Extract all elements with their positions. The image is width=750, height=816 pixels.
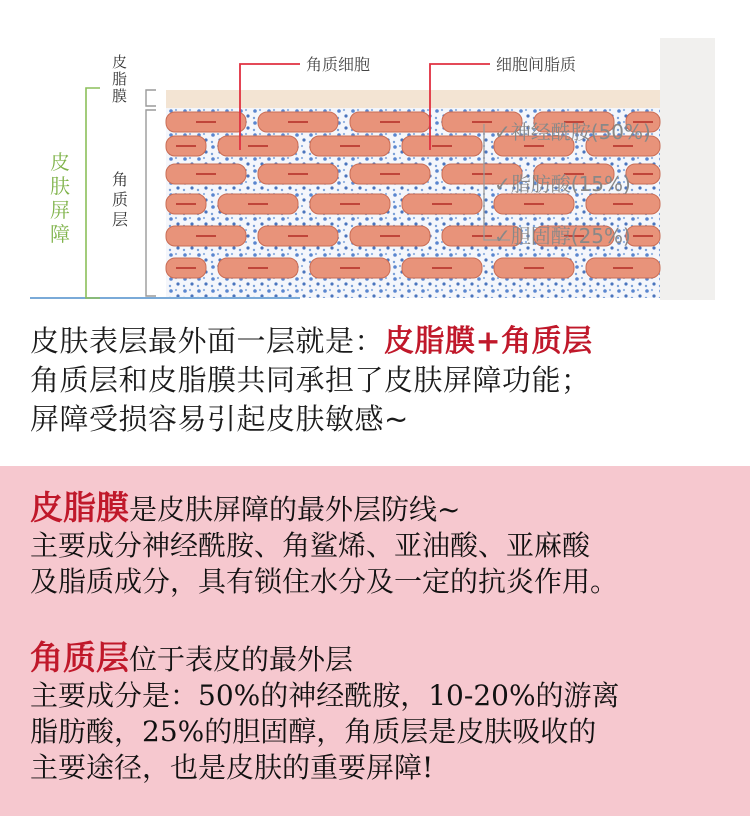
layer-brackets [146, 90, 156, 296]
section-heading: 皮脂膜 [30, 488, 129, 527]
sebum-section: 皮脂膜是皮肤屏障的最外层防线~ 主要成分神经酰胺、角鲨烯、亚油酸、亚麻酸 及脂质成分，具有锁住水分及一定的抗炎作用。 [30, 488, 619, 598]
label-barrier: 皮 肤 屏 障 [50, 150, 70, 246]
label-stratum: 角 质 层 [112, 170, 129, 229]
check-icon: ✓ [494, 172, 511, 196]
label-corneocyte: 角质细胞 [306, 55, 371, 74]
check-icon: ✓ [494, 120, 511, 144]
lipid-item: ✓脂肪酸(15%) [494, 172, 631, 196]
check-icon: ✓ [494, 224, 511, 248]
stratum-section: 角质层位于表皮的最外层 主要成分是：50%的神经酰胺，10-20%的游离 脂肪酸，25%的胆固醇，角质层是皮肤吸收的 主要途径，也是皮肤的重要屏障! [30, 638, 620, 784]
section-heading: 角质层 [30, 638, 129, 677]
lipid-item: ✓神经酰胺(50%) [494, 120, 651, 144]
intro-line: 角质层和皮脂膜共同承担了皮肤屏障功能； [30, 363, 591, 397]
intro-line: 皮肤表层最外面一层就是：皮脂膜+角质层 [30, 324, 593, 359]
intro-highlight: 皮脂膜+角质层 [384, 324, 593, 359]
label-intercellular: 细胞间脂质 [496, 55, 577, 74]
intro-line: 屏障受损容易引起皮肤敏感~ [30, 402, 409, 436]
lipid-item: ✓胆固醇(25%) [494, 224, 631, 248]
lipid-list [494, 116, 704, 272]
label-sebum: 皮 脂 膜 [112, 53, 128, 105]
intro-text [30, 322, 730, 439]
barrier-bracket [86, 88, 100, 298]
